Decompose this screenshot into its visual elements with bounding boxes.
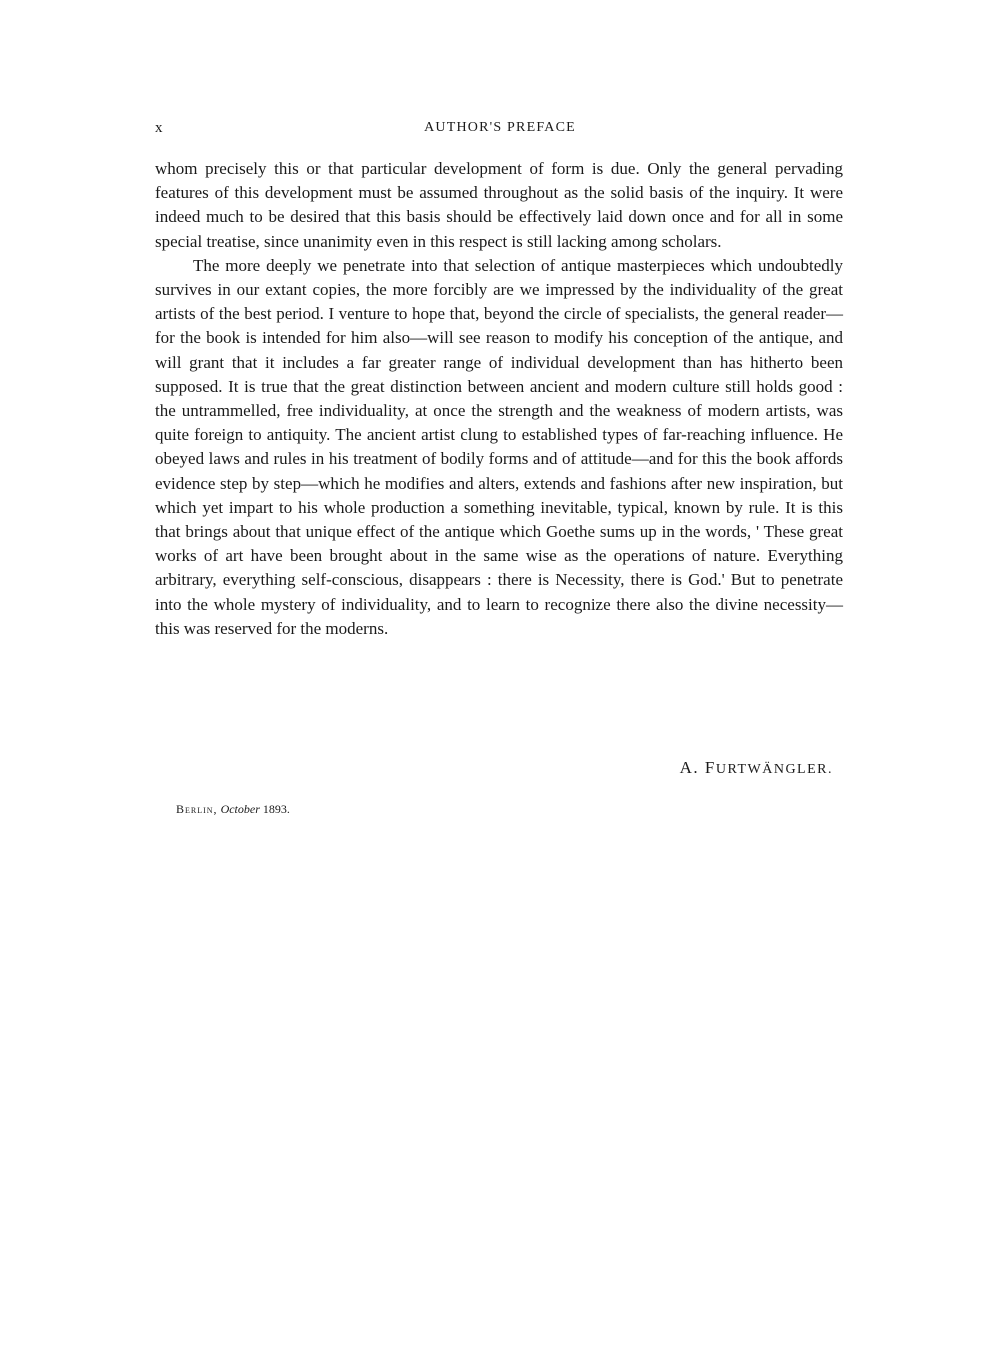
preface-body <box>155 157 843 641</box>
date-month: October <box>220 802 260 816</box>
running-title: AUTHOR'S PREFACE <box>424 120 576 135</box>
signature-initial: A. F <box>679 758 716 777</box>
paragraph: The more deeply we penetrate into that selection of antique masterpieces which undoubtedly survives in our extant copies, the more forcibly are we impressed by the individuality of the great artists of the best period. I venture to hope that, beyond the circle of specialists, the general reader—for the book is intended for him also—will see reason to modify his conception of the antique, and will grant that it includes a far greater range of individual development than has hitherto been supposed. It is true that the great distinction between ancient and modern culture still holds good : the untrammelled, free individuality, at once the strength and the weakness of modern artists, was quite foreign to antiquity. The ancient artist clung to established types of far-reaching influence. He obeyed laws and rules in his treatment of bodily forms and of attitude—and for this the book affords evidence step by step—which he modifies and alters, extends and fashions after new inspiration, but which yet impart to his whole production a something inevitable, typical, known by rule. It is this that brings about that unique effect of the antique which Goethe sums up in the words, ' These great works of art have been brought about in the same wise as the operations of nature. Everything arbitrary, everything self-conscious, disappears : there is Necessity, there is God.' But to penetrate into the whole mystery of individuality, and to learn to recognize there also the divine necessity—this was reserved for the moderns. <box>155 255 843 638</box>
date-place: Berlin, <box>176 802 218 816</box>
paragraph-continued: whom precisely this or that particular development of form is due. Only the general pervading features of this development must be assumed throughout as the solid basis of the inquiry. It were indeed much to be desired that this basis should be effectively laid down once and for all in some special treatise, since unanimity even in this respect is still lacking among scholars. <box>155 159 843 251</box>
author-signature <box>680 758 833 778</box>
page-number: x <box>155 120 164 136</box>
running-header <box>155 120 845 140</box>
date-year: 1893. <box>262 802 290 816</box>
signature-surname: URTWÄNGLER. <box>715 762 833 777</box>
dateline <box>176 802 290 817</box>
